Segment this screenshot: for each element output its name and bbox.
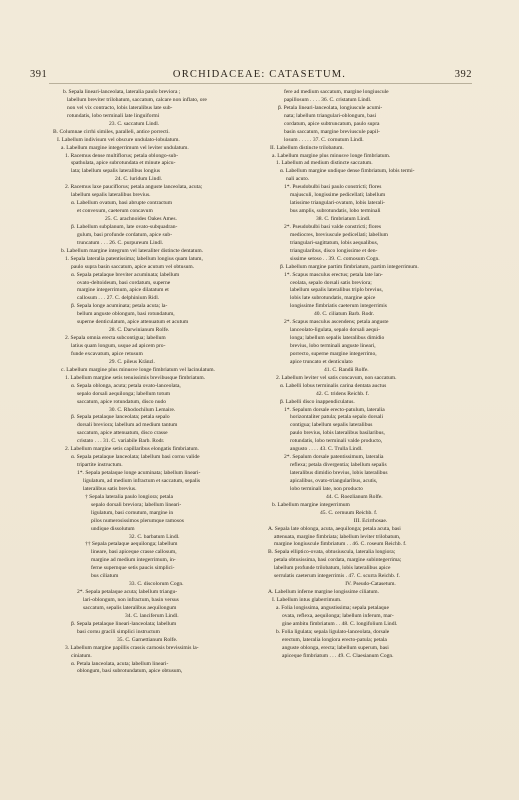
text-line: 1*. Scapus masculus erectus; petala late lan- — [284, 271, 383, 278]
text-line: tripartite instructum. — [77, 462, 123, 469]
text-line: 44. C. Roezlianum Rolfe. — [326, 493, 383, 500]
right-column — [268, 89, 473, 661]
text-line: et convexum, caeterum concavum — [77, 208, 153, 215]
text-line: reflexa; petala divergentia; labellum sepalis — [290, 462, 387, 469]
text-line: 2. Sepala omnia erecta subcontigua; labellum — [65, 335, 166, 342]
text-line: α. Petala lanceolata, acuta; labellum lineari- — [71, 660, 169, 667]
text-line: lanceolato-ligulata, sepalo dorsali aequi- — [290, 327, 380, 334]
text-line: latius quam longum, usque ad apicem pro- — [71, 343, 166, 349]
text-line: 2*. Sepalum dorsale patentissimum, lateralia — [284, 454, 384, 461]
page-header — [0, 69, 519, 83]
text-line: bus ciliatum — [91, 573, 119, 580]
text-line: 34. C. lanciferum Lindl. — [125, 612, 179, 619]
text-line: mediocres, breviuscule pedicellati; labellum — [290, 231, 388, 238]
text-line: nali acuto. — [286, 176, 310, 183]
text-line: I. Labellum intus glaberrimum. — [272, 597, 342, 603]
text-line: B. Sepala elliptico-ovata, obtusiuscula, lateralia longiora; — [268, 549, 396, 556]
text-line: labellum breviter trilobatum, saccatum, calcare non inflato, ore — [67, 96, 207, 103]
text-line: contigua; labellum sepalis lateralibus — [290, 422, 373, 429]
text-line: longa; labellum sepalis lateralibus dimidio — [290, 335, 385, 342]
text-line: α. Sepala oblonga, acuta; petala ovato-lanceolata, — [71, 382, 181, 389]
text-line: 35. C. Garnettianum Rolfe. — [117, 636, 178, 643]
text-line: β. Petala lineari-lanceolata, longiuscule acumi- — [278, 104, 383, 111]
text-line: 2. Labellum margine setis capillaribus elongatis fimbriatum. — [65, 446, 199, 453]
text-line: latissime triangulari-ovatum, lobis laterali- — [290, 200, 385, 207]
text-line: 25. C. arachnoides Oakes Ames. — [105, 216, 177, 222]
text-line: labellum sepalis lateralibus brevius. — [71, 192, 151, 199]
text-line: apicalibus, ovato-triangularibus, acutis, — [290, 477, 378, 484]
text-line: superne denticulatum, apice attenuatum et acutum — [77, 319, 189, 326]
text-line: A. Labellum inferne margine longissime ciliatum. — [268, 589, 379, 596]
text-line: porrecto, superne margine integerrimo, — [290, 350, 377, 357]
text-line: b. Folia ligulata; sepala ligulato-lanceolata, dorsale — [276, 628, 390, 635]
text-line: lateralibus dimidio brevius, lobis lateralibus — [290, 470, 388, 476]
text-line: pilos numerosissimos plerumque ramosos — [91, 517, 184, 524]
text-line: a. Labellum margine integerrimum vel leviter undulatum. — [61, 144, 189, 151]
text-line: β. Labellum subplanum, late ovato-subquadran- — [71, 223, 178, 230]
text-line: losum . . . . . 37. C. cornutum Lindl. — [284, 136, 364, 143]
text-line: I. Labellum indivisum vel obscure undulato-lobulatum. — [57, 136, 180, 143]
text-line: bellum anguste oblongum, basi rotundatum, — [77, 311, 175, 318]
text-line: cristato . . . 31. C. variabile Barb. Rodr. — [77, 438, 165, 445]
text-line: nata; labellum triangulari-oblongum, basi — [284, 112, 377, 119]
text-line: horizontaliter patula; petala sepalo dorsali — [290, 414, 384, 421]
text-line: paulo brevius, lobis lateralibus basilaribus, — [290, 430, 385, 437]
text-line: 1*. Sepala petalaque longe acuminata; labellum lineari- — [77, 470, 201, 476]
text-line: truncatum . . . 26. C. purpureum Lindl. — [77, 239, 164, 246]
text-line: α. Labellum margine undique dense fimbriatum, lobis termi- — [280, 168, 415, 175]
text-line: undique dissolutum — [91, 525, 135, 532]
text-line: 2. Racemus laxe pauciflorus; petala anguste lanceolata, acuta; — [65, 184, 203, 191]
text-line: longissime fimbriatis caeterum integerrimis — [290, 303, 387, 310]
text-line: attenuata, margine fimbriata; labellum leviter trilobatum, — [274, 533, 401, 540]
text-line: triangulari-sagittatum, lobis aequalibus, — [290, 239, 379, 246]
text-line: margine ad medium integerrimum, in- — [91, 557, 176, 564]
text-line: erectum, lateralia longiora erecto-patula; petala — [282, 636, 387, 643]
text-line: margine integerrimum, apice dilatatum et — [77, 287, 169, 294]
text-line: sissime setoso . . 39. C. comosum Cogn. — [290, 255, 380, 262]
text-line: 1. Labellum margine setis tenuissimis brevibusque fimbriatum. — [65, 374, 206, 381]
text-line: ovato-deltoideum, basi cordatum, superne — [77, 279, 171, 286]
text-line: lineare, basi apiceque crasse callosum, — [91, 549, 177, 556]
text-line: dorsali breviora; labellum ad medium tantum — [77, 422, 178, 429]
text-line: a. Labellum margine plus minusve longe fimbriatum. — [272, 152, 391, 159]
text-line: 28. C. Darwinianum Rolfe. — [109, 327, 170, 334]
page-number-left: 391 — [30, 69, 48, 80]
text-line: α. Sepala petalaque lanceolata; labellum basi cornu valide — [71, 454, 200, 461]
text-line: triangularibus, disco longissime et den- — [290, 247, 378, 254]
text-line: 29. C. pileus Kränzl. — [109, 358, 155, 365]
text-line: basi cornu gracili simplici instructum — [77, 628, 160, 635]
text-line: IV. Pseudo-Catasetum. — [345, 581, 396, 588]
text-line: 1*. Sepalum dorsale erecto-patulum, lateralia — [284, 406, 385, 413]
text-line: 3. Labellum margine papillis crassis carnosis brevissimis la- — [65, 644, 199, 651]
text-line: 23. C. saccatum Lindl. — [109, 120, 160, 127]
text-line: angusto . . . . 43. C. Trulla Lindl. — [290, 446, 363, 453]
text-line: 32. C. barbatum Lindl. — [129, 533, 180, 540]
text-line: 24. C. luridum Lindl. — [115, 176, 163, 183]
text-line: saccatum, sepalis lateralibus aequilongum — [83, 604, 177, 611]
text-line: 45. C. cernuum Reichb. f. — [320, 509, 378, 516]
text-line: 1. Racemus dense multiflorus; petala oblongo-sub- — [65, 152, 179, 159]
text-line: 2*. Pseudobulbi basi valde constricti; flores — [284, 223, 382, 230]
text-line: fere ad medium saccatum, margine longiuscule — [284, 89, 389, 95]
text-line: B. Columnae cirrhi similes, paralleli, antice porrecti. — [53, 128, 170, 135]
text-line: b. Labellum margine integerrimum — [272, 501, 350, 508]
text-line: A. Sepala late oblonga, acuta, aequilonga; petala acuta, basi — [268, 525, 401, 532]
text-line: lata; labellum sepalis lateralibus longius — [71, 168, 161, 175]
text-line: sepalo dorsali breviora; labellum lineari- — [91, 501, 182, 508]
text-line: apice truncato et denticulato — [290, 358, 353, 365]
text-line: papillosum . . . . 36. C. cristatum Lindl. — [284, 96, 372, 103]
text-line: 1. Labellum ad medium distincte saccatum. — [276, 160, 373, 167]
text-line: cordatum, apice subtruncatum, paulo supra — [284, 120, 380, 127]
text-line: 2*. Scapus masculus ascendens; petala anguste — [284, 319, 389, 326]
text-line: gine ambitu fimbriatum . . 48. C. longifolium Lindl. — [282, 620, 398, 627]
text-line: ciniatum. — [71, 652, 92, 659]
text-line: gulum, basi profunde cordatum, apice sub- — [77, 231, 173, 238]
text-line: α. Sepala petalaque breviter acuminata; labellum — [71, 271, 180, 278]
text-line: c. Labellum margine plus minusve longe fimbriatum vel lacinulatum. — [61, 366, 215, 373]
text-line: basin saccatum, margine breviuscule papil- — [284, 128, 380, 135]
text-line: 42. C. tridens Reichb. f. — [316, 390, 369, 397]
text-line: apiceque fimbriatum . . . 49. C. Claesianum Cogn. — [282, 652, 394, 659]
text-line: 38. C. fimbriatum Lindl. — [316, 216, 371, 222]
text-line: rotundatis, lobo terminali late linguiformi — [67, 112, 160, 119]
text-line: β. Sepala longe acuminata; petala acuta; la- — [71, 303, 168, 310]
text-line: α. Labellum ovatum, basi abrupte contractum — [71, 200, 173, 207]
running-title: ORCHIDACEAE: CATASETUM. — [172, 69, 347, 80]
text-line: labellum sepalis lateralibus triplo brevius, — [290, 287, 383, 294]
text-line: lobo terminali late, non producto — [290, 485, 363, 492]
text-line: 1. Sepala lateralia patentissima; labellum longius quam latum, — [65, 255, 203, 262]
text-line: serrulatis caeterum integerrimis . 47. C. scurra Reichb. f. — [274, 573, 400, 580]
text-line: a. Folia longissima, angustissima; sepala petalaque — [276, 604, 389, 611]
text-line: 2. Labellum leviter vel satis concavum, non saccatum. — [276, 374, 397, 381]
header-rule — [49, 83, 472, 84]
text-line: bus amplis, subrotundatis, lobo terminali — [290, 208, 381, 215]
text-line: 41. C. Randii Rolfe. — [324, 366, 369, 373]
text-line: III. Ecirrhosae. — [353, 517, 388, 524]
text-line: non vel vix contracto, lobis lateralibus late sub- — [67, 104, 173, 111]
text-line: †† Sepala petalaque aequilonga; labellum — [85, 541, 178, 548]
text-line: † Sepala lateralia paulo longiora; petala — [85, 493, 173, 500]
text-line: ceolata, sepalo dorsali satis breviora; — [290, 279, 372, 286]
text-line: 33. C. discolorum Cogn. — [129, 581, 184, 588]
text-line: lateralibus satis brevius. — [83, 485, 137, 492]
text-line: ovata, reflexa, aequilonga; labellum inferum, mar- — [282, 612, 394, 619]
text-line: labellum profunde trilobatum, lobis lateralibus apice — [274, 565, 391, 572]
text-line: β. Labellum margine partim fimbriatum, partim integerrimum. — [280, 263, 419, 270]
text-line: 30. C. Rhodochilum Lemaire. — [109, 406, 176, 413]
text-line: β. Labelli disco inappendiculatus. — [280, 398, 355, 405]
text-line: ligulatum, ad medium infractum et saccatum, sepalis — [83, 477, 201, 484]
text-line: 40. C. ciliatum Barb. Rodr. — [314, 311, 375, 318]
text-line: 1*. Pseudobulbi basi paulo constricti; flores — [284, 184, 382, 191]
text-line: sepalo dorsali aequilonga; labellum totum — [77, 390, 171, 397]
text-line: oblongum, basi subrotundatum, apice obtusum, — [77, 668, 183, 675]
text-line: ligulatum, basi cornutum, margine in — [91, 509, 174, 516]
text-line: β. Sepala petalaque lineari-lanceolata; labellum — [71, 620, 177, 627]
text-line: callosum . . . 27. C. delphinium Ridl. — [77, 295, 160, 302]
text-line: majusculi, longissime pedicellati; labellum — [290, 192, 386, 199]
text-line: ferne supernque setis paucis simplici- — [91, 565, 175, 572]
text-line: brevius, lobo terminali anguste lineari, — [290, 343, 376, 349]
page-number-right: 392 — [454, 69, 472, 80]
left-column — [49, 89, 253, 676]
text-line: β. Sepala petalaque lanceolata; petala sepalo — [71, 414, 170, 421]
text-line: lari-oblongum, non infractum, basin versus — [83, 597, 179, 603]
text-line: petala obtusissima, basi cordata, margine subintegerrima; — [274, 557, 402, 564]
text-line: saccatum, apice attenuatum, disco crasse — [77, 430, 168, 437]
text-line: rotundatis, lobo terminali valde producto, — [290, 438, 383, 445]
text-line: funde excavatum, apice retusum — [71, 350, 143, 357]
text-line: paulo supra basin saccatum, apice acutum vel obtusum. — [71, 263, 195, 270]
text-line: lobis late subrotundatis, margine apice — [290, 295, 376, 302]
text-line: margine longiuscule fimbriatum . . 46. C. roseum Reichb. f. — [274, 541, 407, 548]
text-line: b. Sepala lineari-lanceolata, lateralia paulo breviora ; — [63, 89, 181, 95]
text-line: anguste oblonga, erecta; labellum superum, basi — [282, 644, 389, 651]
text-line: saccatum, apice rotundatum, disco nudo — [77, 398, 167, 405]
text-line: II. Labellum distincte trilobatum. — [270, 144, 344, 151]
text-line: spathulata, apice subrotundata et minute apicu- — [71, 160, 176, 167]
text-line: α. Labelli lobus terminalis carina dentata auctus — [280, 382, 387, 389]
text-line: 2*. Sepala petalaque acuta; labellum triangu- — [77, 589, 178, 596]
text-line: b. Labellum margine integrum vel lateraliter distincte dentatum. — [61, 247, 204, 254]
